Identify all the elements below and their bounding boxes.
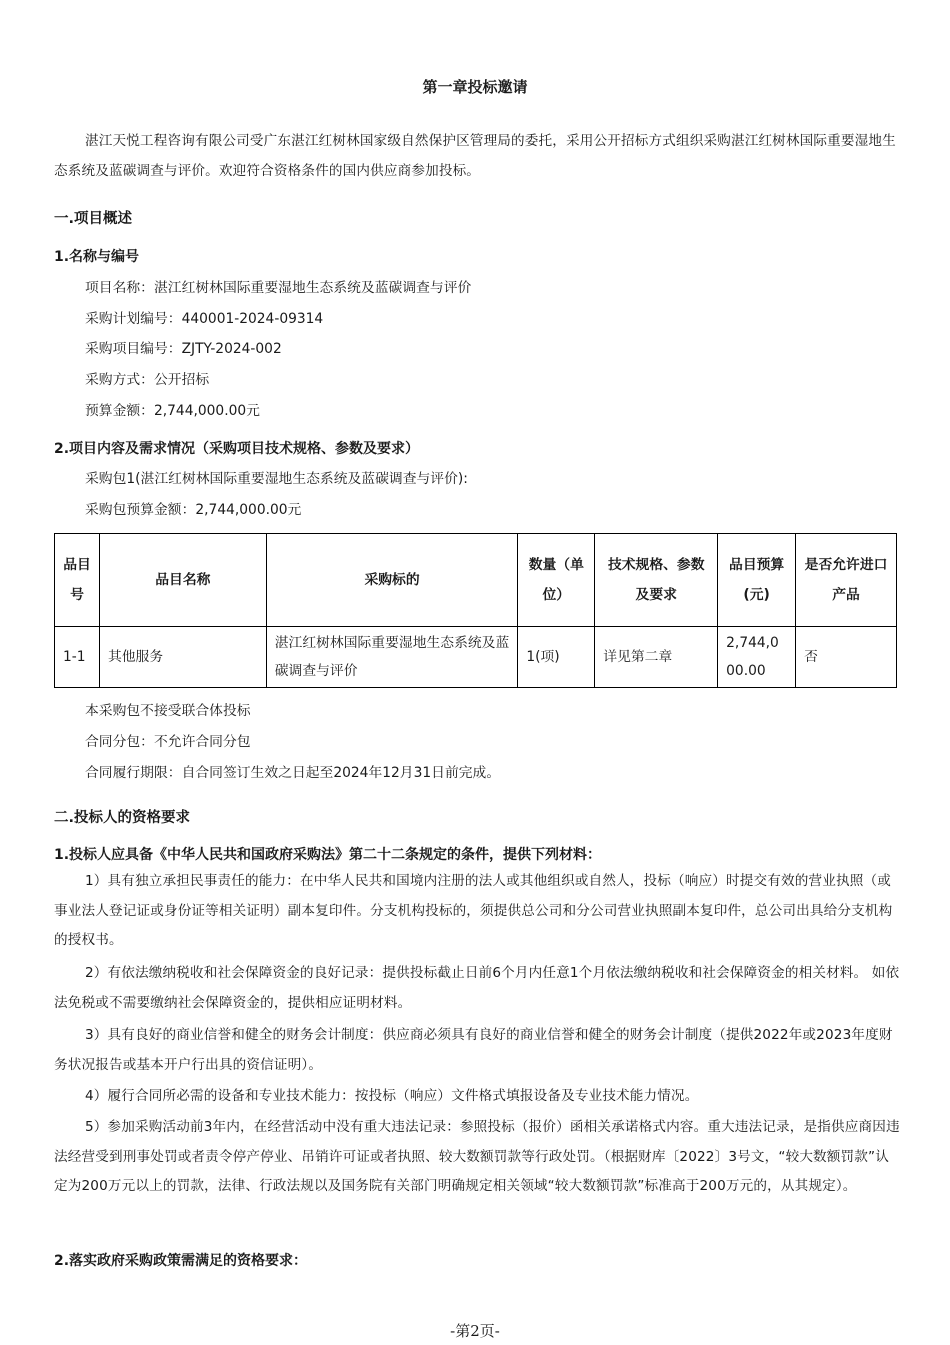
qualification-item-1: 1）具有独立承担民事责任的能力：在中华人民共和国境内注册的法人或其他组织或自然人，投标（响应）时提交有效的营业执照（或事业法人登记证或身份证等相关证明）副本复印件。分支机构投标的，须提供总公司和分公司营业执照副本复印件，总公司出具给分支机构的授权书。 bbox=[54, 873, 893, 948]
cell-subject: 湛江红树林国际重要湿地生态系统及蓝碳调查与评价 bbox=[266, 627, 518, 688]
note-joint-bid: 本采购包不接受联合体投标 bbox=[85, 703, 251, 719]
plan-number: 采购计划编号：440001-2024-09314 bbox=[85, 311, 324, 327]
budget-amount: 预算金额：2,744,000.00元 bbox=[85, 403, 260, 419]
chapter-title: 第一章投标邀请 bbox=[422, 78, 528, 96]
cell-budget: 2,744,000.00 bbox=[718, 627, 796, 688]
cell-item-name: 其他服务 bbox=[99, 627, 266, 688]
package-budget: 采购包预算金额：2,744,000.00元 bbox=[85, 502, 302, 518]
header-item-no: 品目号 bbox=[55, 534, 100, 627]
project-number: 采购项目编号：ZJTY-2024-002 bbox=[85, 341, 282, 357]
header-quantity: 数量（单位） bbox=[518, 534, 595, 627]
table-header-row bbox=[55, 534, 897, 627]
table-row bbox=[55, 627, 897, 688]
subheading-qualification-law: 1.投标人应具备《中华人民共和国政府采购法》第二十二条规定的条件，提供下列材料： bbox=[54, 847, 602, 863]
page-number: -第2页- bbox=[450, 1322, 500, 1340]
section-heading-qualification: 二.投标人的资格要求 bbox=[54, 810, 191, 826]
package-name: 采购包1(湛江红树林国际重要湿地生态系统及蓝碳调查与评价): bbox=[85, 471, 468, 487]
header-specs: 技术规格、参数及要求 bbox=[595, 534, 718, 627]
note-subcontract: 合同分包：不允许合同分包 bbox=[85, 734, 251, 750]
qualification-item-3: 3）具有良好的商业信誉和健全的财务会计制度：供应商必须具有良好的商业信誉和健全的财务会计制度（提供2022年或2023年度财务状况报告或基本开户行出具的资信证明）。 bbox=[54, 1027, 893, 1073]
project-name: 项目名称：湛江红树林国际重要湿地生态系统及蓝碳调查与评价 bbox=[85, 280, 472, 296]
header-budget: 品目预算(元) bbox=[718, 534, 796, 627]
note-contract-period: 合同履行期限：自合同签订生效之日起至2024年12月31日前完成。 bbox=[85, 765, 501, 781]
qualification-item-2: 2）有依法缴纳税收和社会保障资金的良好记录：提供投标截止日前6个月内任意1个月依法缴纳税收和社会保障资金的相关材料。 如依法免税或不需要缴纳社会保障资金的，提供相应证明材料。 bbox=[54, 965, 900, 1011]
header-import: 是否允许进口产品 bbox=[796, 534, 897, 627]
subheading-content: 2.项目内容及需求情况（采购项目技术规格、参数及要求） bbox=[54, 441, 420, 457]
cell-import: 否 bbox=[796, 627, 897, 688]
qualification-item-4: 4）履行合同所必需的设备和专业技术能力：按投标（响应）文件格式填报设备及专业技术能力情况。 bbox=[85, 1088, 699, 1104]
items-table bbox=[54, 533, 897, 688]
subheading-name-number: 1.名称与编号 bbox=[54, 249, 140, 265]
section-heading-overview: 一.项目概述 bbox=[54, 211, 133, 227]
qualification-item-5: 5）参加采购活动前3年内，在经营活动中没有重大违法记录：参照投标（报价）函相关承诺格式内容。重大违法记录，是指供应商因违法经营受到刑事处罚或者责令停产停业、吊销许可证或者执照、较大数额罚款等行政处罚。（根据财库〔2022〕3号文，“较大数额罚款”认定为200万元以上的罚款，法律、行政法规以及国务院有关部门明确规定相关领域“较大数额罚款”标准高于200万元的，从其规定）。 bbox=[54, 1119, 900, 1194]
subheading-policy: 2.落实政府采购政策需满足的资格要求： bbox=[54, 1253, 308, 1269]
procurement-method: 采购方式：公开招标 bbox=[85, 372, 210, 388]
header-item-name: 品目名称 bbox=[99, 534, 266, 627]
intro-paragraph: 湛江天悦工程咨询有限公司受广东湛江红树林国家级自然保护区管理局的委托，采用公开招标方式组织采购湛江红树林国际重要湿地生态系统及蓝碳调查与评价。欢迎符合资格条件的国内供应商参加投标。 bbox=[54, 133, 896, 179]
cell-item-no: 1-1 bbox=[55, 627, 100, 688]
cell-quantity: 1(项) bbox=[518, 627, 595, 688]
header-subject: 采购标的 bbox=[266, 534, 518, 627]
cell-specs: 详见第二章 bbox=[595, 627, 718, 688]
